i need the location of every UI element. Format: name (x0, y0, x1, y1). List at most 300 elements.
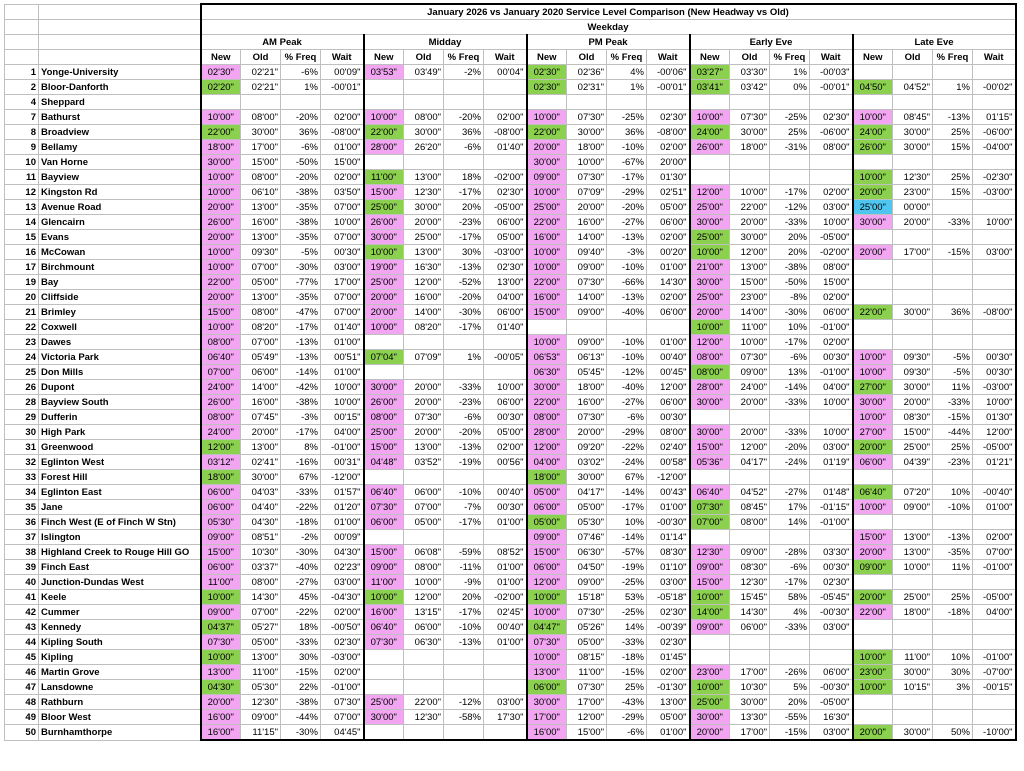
old-headway-cell (404, 665, 444, 680)
route-name: Bloor West (39, 710, 201, 725)
freq-change-cell (444, 80, 484, 95)
old-headway-cell: 17'00" (730, 725, 770, 741)
new-headway-cell: 02'30" (201, 65, 241, 80)
old-headway-cell: 23'00" (893, 185, 933, 200)
route-name: Van Horne (39, 155, 201, 170)
old-headway-cell (893, 515, 933, 530)
column-header: New (527, 50, 567, 65)
freq-change-cell: 20% (770, 245, 810, 260)
old-headway-cell: 14'00" (730, 305, 770, 320)
old-headway-cell (404, 95, 444, 110)
new-headway-cell (853, 275, 893, 290)
wait-change-cell: 00'09" (321, 65, 364, 80)
wait-change-cell: 02'00" (647, 230, 690, 245)
wait-change-cell: 01'30" (973, 410, 1016, 425)
wait-change-cell: 00'30" (810, 350, 853, 365)
wait-change-cell (973, 290, 1016, 305)
old-headway-cell: 09'00" (567, 260, 607, 275)
old-headway-cell: 22'00" (730, 200, 770, 215)
freq-change-cell: -29% (607, 185, 647, 200)
old-headway-cell: 16'00" (567, 395, 607, 410)
wait-change-cell (484, 365, 527, 380)
old-headway-cell: 14'30" (730, 605, 770, 620)
new-headway-cell: 16'00" (527, 290, 567, 305)
freq-change-cell: -6% (281, 65, 321, 80)
old-headway-cell (893, 710, 933, 725)
freq-change-cell: -17% (444, 515, 484, 530)
table-row (5, 290, 1016, 305)
route-number: 22 (5, 320, 39, 335)
route-number: 34 (5, 485, 39, 500)
old-headway-cell: 18'00" (893, 605, 933, 620)
freq-change-cell: -33% (770, 620, 810, 635)
old-headway-cell (893, 575, 933, 590)
route-name: Cliffside (39, 290, 201, 305)
route-number: 42 (5, 605, 39, 620)
freq-change-cell: -50% (281, 155, 321, 170)
old-headway-cell: 09'30" (893, 350, 933, 365)
wait-change-cell: -04'00" (973, 140, 1016, 155)
old-headway-cell: 05'00" (404, 515, 444, 530)
new-headway-cell: 07'30" (690, 500, 730, 515)
freq-change-cell: -33% (770, 395, 810, 410)
wait-change-cell (973, 95, 1016, 110)
freq-change-cell: -17% (770, 575, 810, 590)
new-headway-cell: 02'30" (527, 65, 567, 80)
new-headway-cell (364, 530, 404, 545)
old-headway-cell: 08'45" (893, 110, 933, 125)
new-headway-cell: 30'00" (853, 215, 893, 230)
freq-change-cell: -67% (607, 155, 647, 170)
wait-change-cell: 02'23" (321, 560, 364, 575)
new-headway-cell: 10'00" (201, 590, 241, 605)
freq-change-cell: -20% (770, 440, 810, 455)
new-headway-cell: 10'00" (364, 245, 404, 260)
wait-change-cell: 01'00" (321, 515, 364, 530)
freq-change-cell (933, 65, 973, 80)
old-headway-cell: 05'00" (567, 635, 607, 650)
old-headway-cell: 16'30" (404, 260, 444, 275)
new-headway-cell (201, 95, 241, 110)
old-headway-cell: 09'20" (567, 440, 607, 455)
wait-change-cell: 00'15" (321, 410, 364, 425)
old-headway-cell: 16'00" (404, 290, 444, 305)
old-headway-cell (404, 335, 444, 350)
new-headway-cell (690, 95, 730, 110)
wait-change-cell (973, 65, 1016, 80)
freq-change-cell: 20% (770, 230, 810, 245)
old-headway-cell: 07'30" (567, 275, 607, 290)
new-headway-cell (364, 665, 404, 680)
freq-change-cell: -33% (281, 485, 321, 500)
wait-change-cell: -05'00" (973, 440, 1016, 455)
new-headway-cell (853, 695, 893, 710)
old-headway-cell: 07'46" (567, 530, 607, 545)
column-header: Wait (973, 50, 1016, 65)
wait-change-cell: -00'03" (810, 65, 853, 80)
wait-change-cell (484, 95, 527, 110)
route-name: Birchmount (39, 260, 201, 275)
new-headway-cell: 10'00" (853, 500, 893, 515)
old-headway-cell: 13'00" (730, 260, 770, 275)
new-headway-cell: 07'30" (201, 635, 241, 650)
old-headway-cell: 03'42" (730, 80, 770, 95)
corner-cell (39, 20, 201, 35)
new-headway-cell: 30'00" (364, 380, 404, 395)
freq-change-cell: -16% (281, 455, 321, 470)
freq-change-cell (444, 680, 484, 695)
new-headway-cell: 15'00" (527, 305, 567, 320)
old-headway-cell: 07'30" (567, 110, 607, 125)
table-row (5, 395, 1016, 410)
new-headway-cell: 12'00" (527, 575, 567, 590)
new-headway-cell: 10'00" (201, 650, 241, 665)
freq-change-cell: -17% (770, 335, 810, 350)
freq-change-cell: -24% (607, 455, 647, 470)
route-name: Bellamy (39, 140, 201, 155)
freq-change-cell: 30% (444, 245, 484, 260)
freq-change-cell (933, 260, 973, 275)
new-headway-cell: 10'00" (201, 110, 241, 125)
route-number: 21 (5, 305, 39, 320)
freq-change-cell: -10% (607, 350, 647, 365)
column-header: Old (241, 50, 281, 65)
old-headway-cell: 07'30" (404, 410, 444, 425)
table-row (5, 155, 1016, 170)
wait-change-cell: -05'00" (810, 695, 853, 710)
new-headway-cell: 10'00" (364, 110, 404, 125)
route-number: 19 (5, 275, 39, 290)
new-headway-cell: 30'00" (690, 215, 730, 230)
wait-change-cell: 10'00" (810, 215, 853, 230)
freq-change-cell: -35% (281, 200, 321, 215)
new-headway-cell: 28'00" (690, 380, 730, 395)
old-headway-cell: 13'00" (893, 530, 933, 545)
freq-change-cell (933, 335, 973, 350)
old-headway-cell (404, 470, 444, 485)
old-headway-cell: 07'09" (567, 185, 607, 200)
route-number: 23 (5, 335, 39, 350)
new-headway-cell: 10'00" (853, 110, 893, 125)
wait-change-cell: 02'00" (321, 170, 364, 185)
new-headway-cell (690, 530, 730, 545)
old-headway-cell: 07'20" (893, 485, 933, 500)
freq-change-cell: -13% (607, 230, 647, 245)
route-number: 38 (5, 545, 39, 560)
column-header: % Freq (444, 50, 484, 65)
freq-change-cell: 1% (444, 350, 484, 365)
wait-change-cell (973, 335, 1016, 350)
table-row (5, 140, 1016, 155)
new-headway-cell: 09'00" (690, 560, 730, 575)
old-headway-cell: 07'45" (241, 410, 281, 425)
wait-change-cell: 00'45" (647, 365, 690, 380)
new-headway-cell: 21'00" (690, 260, 730, 275)
wait-change-cell: -00'30" (810, 680, 853, 695)
wait-change-cell: 02'30" (484, 185, 527, 200)
new-headway-cell (853, 635, 893, 650)
new-headway-cell: 22'00" (527, 215, 567, 230)
new-headway-cell: 06'00" (201, 560, 241, 575)
new-headway-cell: 25'00" (527, 200, 567, 215)
new-headway-cell (853, 95, 893, 110)
old-headway-cell: 06'30" (404, 635, 444, 650)
old-headway-cell: 07'09" (404, 350, 444, 365)
wait-change-cell: -05'00" (810, 230, 853, 245)
freq-change-cell: -26% (770, 665, 810, 680)
old-headway-cell (893, 230, 933, 245)
old-headway-cell: 07'00" (404, 500, 444, 515)
wait-change-cell: -01'00" (810, 365, 853, 380)
new-headway-cell: 13'00" (201, 665, 241, 680)
table-row (5, 185, 1016, 200)
table-row (5, 680, 1016, 695)
freq-change-cell: 25% (933, 170, 973, 185)
new-headway-cell: 26'00" (690, 140, 730, 155)
old-headway-cell (893, 620, 933, 635)
wait-change-cell (647, 95, 690, 110)
freq-change-cell: -17% (444, 605, 484, 620)
old-headway-cell: 10'00" (567, 155, 607, 170)
old-headway-cell: 08'30" (893, 410, 933, 425)
new-headway-cell: 30'00" (527, 695, 567, 710)
new-headway-cell: 15'00" (853, 530, 893, 545)
wait-change-cell: 15'00" (321, 155, 364, 170)
wait-change-cell (810, 410, 853, 425)
old-headway-cell: 12'00" (730, 245, 770, 260)
new-headway-cell: 27'00" (853, 425, 893, 440)
freq-change-cell: -20% (444, 425, 484, 440)
old-headway-cell: 09'00" (730, 545, 770, 560)
table-row (5, 125, 1016, 140)
route-name: High Park (39, 425, 201, 440)
old-headway-cell: 20'00" (730, 425, 770, 440)
table-row (5, 635, 1016, 650)
wait-change-cell: 16'30" (810, 710, 853, 725)
old-headway-cell: 30'00" (730, 125, 770, 140)
freq-change-cell: 50% (933, 725, 973, 741)
new-headway-cell: 05'36" (690, 455, 730, 470)
wait-change-cell (810, 155, 853, 170)
freq-change-cell: -8% (770, 290, 810, 305)
new-headway-cell: 06'00" (364, 515, 404, 530)
old-headway-cell: 13'00" (241, 290, 281, 305)
wait-change-cell (973, 200, 1016, 215)
old-headway-cell: 22'00" (404, 695, 444, 710)
new-headway-cell: 26'00" (364, 215, 404, 230)
wait-change-cell: -00'15" (973, 680, 1016, 695)
old-headway-cell (893, 695, 933, 710)
old-headway-cell: 20'00" (404, 425, 444, 440)
corner-cell (5, 50, 39, 65)
route-number: 40 (5, 575, 39, 590)
wait-change-cell: 17'00" (321, 275, 364, 290)
table-row (5, 65, 1016, 80)
table-row (5, 485, 1016, 500)
route-number: 9 (5, 140, 39, 155)
route-number: 44 (5, 635, 39, 650)
old-headway-cell: 14'00" (241, 380, 281, 395)
wait-change-cell: -06'00" (810, 125, 853, 140)
old-headway-cell: 10'00" (730, 185, 770, 200)
freq-change-cell (933, 515, 973, 530)
old-headway-cell: 30'00" (893, 140, 933, 155)
route-name: Kingston Rd (39, 185, 201, 200)
freq-change-cell: -30% (770, 305, 810, 320)
route-name: Cummer (39, 605, 201, 620)
wait-change-cell: -01'00" (810, 515, 853, 530)
new-headway-cell (364, 95, 404, 110)
new-headway-cell: 26'00" (853, 140, 893, 155)
table-title: January 2026 vs January 2020 Service Level Comparison (New Headway vs Old) (201, 4, 1016, 20)
old-headway-cell: 03'30" (730, 65, 770, 80)
new-headway-cell: 15'00" (364, 545, 404, 560)
wait-change-cell: 07'00" (321, 200, 364, 215)
old-headway-cell (730, 410, 770, 425)
freq-change-cell: -6% (444, 140, 484, 155)
corner-cell (39, 50, 201, 65)
new-headway-cell: 26'00" (364, 395, 404, 410)
old-headway-cell: 13'00" (893, 545, 933, 560)
old-headway-cell: 15'00" (893, 425, 933, 440)
old-headway-cell: 20'00" (567, 200, 607, 215)
wait-change-cell: 02'40" (647, 440, 690, 455)
wait-change-cell: 00'58" (647, 455, 690, 470)
wait-change-cell (647, 320, 690, 335)
new-headway-cell (853, 260, 893, 275)
route-number: 50 (5, 725, 39, 741)
wait-change-cell: 01'40" (484, 320, 527, 335)
new-headway-cell (853, 710, 893, 725)
old-headway-cell (893, 65, 933, 80)
new-headway-cell: 06'30" (527, 365, 567, 380)
new-headway-cell: 22'00" (201, 125, 241, 140)
old-headway-cell: 20'00" (730, 395, 770, 410)
freq-change-cell: -43% (607, 695, 647, 710)
new-headway-cell: 12'00" (690, 335, 730, 350)
freq-change-cell: -6% (770, 560, 810, 575)
route-number: 1 (5, 65, 39, 80)
freq-change-cell: 15% (933, 185, 973, 200)
new-headway-cell: 20'00" (201, 230, 241, 245)
old-headway-cell: 12'00" (730, 440, 770, 455)
new-headway-cell: 18'00" (201, 140, 241, 155)
new-headway-cell: 09'00" (527, 530, 567, 545)
new-headway-cell: 22'00" (853, 305, 893, 320)
old-headway-cell: 12'00" (404, 275, 444, 290)
route-name: McCowan (39, 245, 201, 260)
old-headway-cell: 06'00" (730, 620, 770, 635)
freq-change-cell: 53% (607, 590, 647, 605)
old-headway-cell: 09'40" (567, 245, 607, 260)
wait-change-cell: 03'00" (973, 245, 1016, 260)
new-headway-cell (364, 470, 404, 485)
old-headway-cell: 08'00" (241, 305, 281, 320)
wait-change-cell: 01'19" (810, 455, 853, 470)
wait-change-cell: -08'00" (321, 125, 364, 140)
freq-change-cell: -44% (281, 710, 321, 725)
freq-change-cell: 5% (770, 680, 810, 695)
wait-change-cell (810, 650, 853, 665)
freq-change-cell: -12% (770, 200, 810, 215)
old-headway-cell: 13'00" (404, 440, 444, 455)
route-number: 17 (5, 260, 39, 275)
old-headway-cell: 11'00" (567, 665, 607, 680)
old-headway-cell: 13'00" (241, 230, 281, 245)
new-headway-cell: 10'00" (527, 590, 567, 605)
freq-change-cell: -12% (444, 695, 484, 710)
old-headway-cell: 10'30" (241, 545, 281, 560)
freq-change-cell: -13% (933, 530, 973, 545)
wait-change-cell: 10'00" (973, 215, 1016, 230)
new-headway-cell: 10'00" (201, 260, 241, 275)
old-headway-cell (404, 725, 444, 741)
old-headway-cell: 24'00" (730, 380, 770, 395)
old-headway-cell: 09'00" (730, 365, 770, 380)
freq-change-cell: 15% (933, 140, 973, 155)
old-headway-cell (404, 365, 444, 380)
new-headway-cell: 24'00" (201, 425, 241, 440)
old-headway-cell (730, 155, 770, 170)
freq-change-cell: 22% (281, 680, 321, 695)
new-headway-cell: 26'00" (201, 215, 241, 230)
wait-change-cell: 01'00" (647, 725, 690, 741)
wait-change-cell: 07'00" (321, 290, 364, 305)
new-headway-cell (690, 650, 730, 665)
new-headway-cell: 12'30" (690, 545, 730, 560)
new-headway-cell: 10'00" (364, 320, 404, 335)
new-headway-cell: 25'00" (853, 200, 893, 215)
wait-change-cell: 05'00" (484, 230, 527, 245)
freq-change-cell: -6% (770, 350, 810, 365)
new-headway-cell: 09'00" (527, 170, 567, 185)
wait-change-cell: 05'00" (647, 710, 690, 725)
new-headway-cell: 04'50" (853, 80, 893, 95)
wait-change-cell (484, 470, 527, 485)
freq-change-cell (933, 230, 973, 245)
new-headway-cell: 15'00" (201, 545, 241, 560)
old-headway-cell: 30'00" (241, 125, 281, 140)
freq-change-cell: -11% (444, 560, 484, 575)
wait-change-cell (810, 95, 853, 110)
column-header: % Freq (770, 50, 810, 65)
old-headway-cell: 20'00" (404, 215, 444, 230)
wait-change-cell: -02'00" (810, 245, 853, 260)
wait-change-cell: 02'00" (321, 605, 364, 620)
wait-change-cell: 05'00" (647, 200, 690, 215)
freq-change-cell: -17% (444, 320, 484, 335)
freq-change-cell: -22% (607, 440, 647, 455)
wait-change-cell: 03'00" (321, 260, 364, 275)
wait-change-cell: 00'30" (321, 245, 364, 260)
wait-change-cell (810, 530, 853, 545)
wait-change-cell: 02'30" (647, 605, 690, 620)
old-headway-cell: 03'49" (404, 65, 444, 80)
wait-change-cell: 04'30" (321, 545, 364, 560)
new-headway-cell: 22'00" (527, 275, 567, 290)
route-number: 16 (5, 245, 39, 260)
old-headway-cell: 07'00" (241, 605, 281, 620)
old-headway-cell (730, 170, 770, 185)
new-headway-cell: 25'00" (364, 425, 404, 440)
old-headway-cell (567, 320, 607, 335)
new-headway-cell: 28'00" (364, 140, 404, 155)
wait-change-cell: -05'45" (810, 590, 853, 605)
new-headway-cell: 06'40" (201, 350, 241, 365)
wait-change-cell (484, 530, 527, 545)
new-headway-cell: 27'00" (853, 380, 893, 395)
wait-change-cell: 02'30" (484, 260, 527, 275)
